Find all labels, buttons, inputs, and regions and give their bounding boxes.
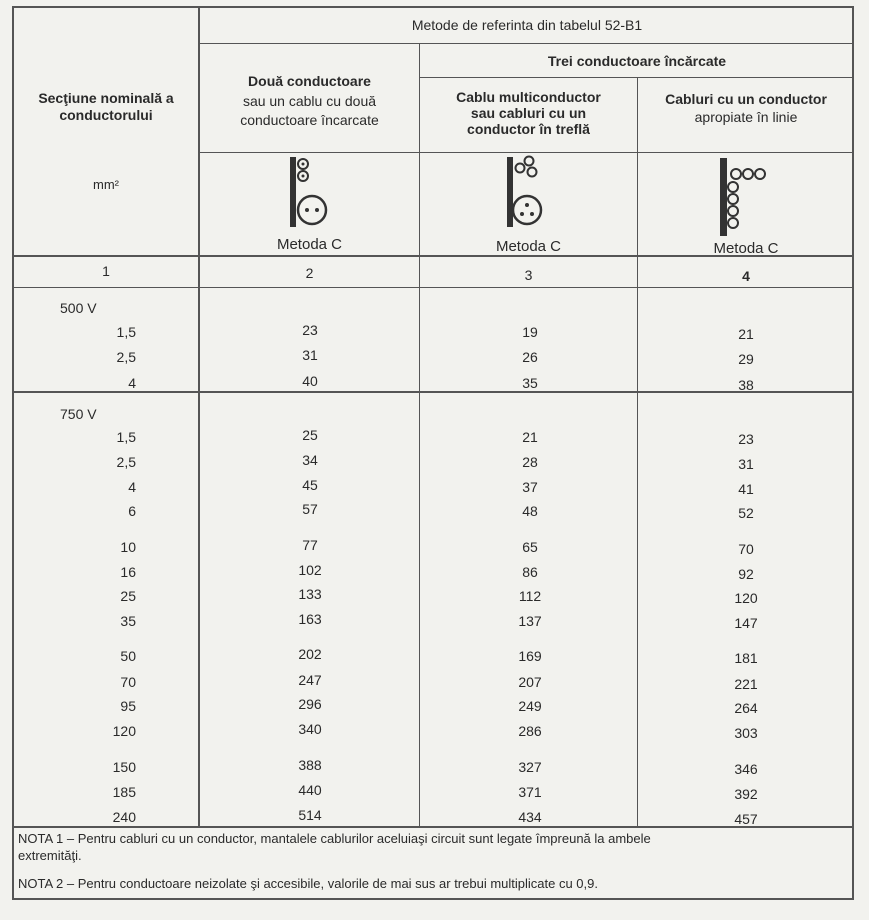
- section-cell: 4: [128, 375, 136, 391]
- section-cell: 95: [120, 698, 136, 714]
- col4-value-cell: 303: [734, 725, 758, 741]
- section-cell: 2,5: [116, 454, 136, 470]
- col4-value-cell: 221: [734, 676, 758, 692]
- col3-method: Metoda C: [495, 238, 562, 255]
- col4-value-cell: 70: [738, 541, 754, 557]
- col3-value-cell: 26: [522, 349, 538, 365]
- col4-title-line2: apropiate în linie: [694, 109, 798, 125]
- col3-value-cell: 169: [518, 648, 542, 664]
- section-cell: 2,5: [116, 349, 136, 365]
- col4-value-cell: 392: [734, 786, 758, 802]
- section-cell: 120: [112, 723, 136, 739]
- col2-value-cell: 23: [302, 322, 318, 338]
- col2-value-cell: 202: [298, 646, 322, 662]
- section-cell: 240: [112, 809, 136, 825]
- col3-value-cell: 137: [518, 613, 542, 629]
- single-core-cables-line-icon: [712, 156, 772, 238]
- col2-method: Metoda C: [276, 236, 343, 253]
- multiconductor-cable-icon: [497, 155, 557, 235]
- col2-value-cell: 514: [298, 807, 322, 823]
- col1-title-line2: conductorului: [59, 107, 153, 123]
- col2-value-cell: 34: [302, 452, 318, 468]
- col3-value-cell: 19: [522, 324, 538, 340]
- col2-value-cell: 31: [302, 347, 318, 363]
- col2-value-cell: 340: [298, 721, 322, 737]
- section-cell: 1,5: [116, 324, 136, 340]
- col2-value-cell: 133: [298, 586, 322, 602]
- col3-value-cell: 434: [518, 809, 542, 825]
- col4-value-cell: 21: [738, 326, 754, 342]
- col3-value-cell: 35: [522, 375, 538, 391]
- col3-value-cell: 112: [518, 588, 542, 604]
- section-cell: 185: [112, 784, 136, 800]
- note-1-line2: extremităţi.: [18, 848, 82, 863]
- colnum-3: 3: [524, 267, 533, 283]
- col3-value-cell: 48: [522, 503, 538, 519]
- hline-titles: [200, 152, 854, 153]
- colnum-1: 1: [102, 263, 110, 279]
- col4-value-cell: 23: [738, 431, 754, 447]
- hline-ref: [200, 43, 854, 44]
- col3-title-line2: sau cabluri cu un: [470, 105, 587, 121]
- col4-value-cell: 181: [734, 650, 758, 666]
- section-cell: 6: [128, 503, 136, 519]
- col2-value-cell: 77: [302, 537, 318, 553]
- col3-value-cell: 249: [518, 698, 542, 714]
- section-cell: 70: [120, 674, 136, 690]
- colnum-4: 4: [742, 268, 750, 284]
- col2-value-cell: 163: [298, 611, 322, 627]
- col2-title-line1: Două conductoare: [248, 73, 371, 89]
- col2-title-line3: conductoare încarcate: [240, 112, 379, 128]
- col-divider-3: [637, 78, 638, 826]
- col3-value-cell: 371: [518, 784, 542, 800]
- section-cell: 4: [128, 479, 136, 495]
- col3-value-cell: 37: [522, 479, 538, 495]
- col3-value-cell: 86: [522, 564, 538, 580]
- col4-value-cell: 120: [734, 590, 758, 606]
- col4-value-cell: 346: [734, 761, 758, 777]
- col-divider-1: [198, 6, 200, 826]
- hline-three: [420, 77, 854, 78]
- col2-value-cell: 25: [302, 427, 318, 443]
- section-cell: 50: [120, 648, 136, 664]
- section-cell: 10: [120, 539, 136, 555]
- col2-value-cell: 57: [302, 501, 318, 517]
- col3-value-cell: 286: [518, 723, 542, 739]
- col2-value-cell: 45: [302, 477, 318, 493]
- col4-method: Metoda C: [713, 240, 779, 257]
- section-cell: 25: [120, 588, 136, 604]
- col3-value-cell: 21: [522, 429, 538, 445]
- section-cell: 35: [120, 613, 136, 629]
- ref-methods-title: Metode de referinta din tabelul 52-B1: [411, 17, 643, 33]
- col2-title-line2: sau un cablu cu două: [242, 93, 377, 109]
- three-loaded-title: Trei conductoare încărcate: [547, 53, 727, 69]
- col4-title-line1: Cabluri cu un conductor: [665, 91, 827, 107]
- col2-value-cell: 296: [298, 696, 322, 712]
- note-1-line1: NOTA 1 – Pentru cabluri cu un conductor, mantalele cablurilor aceluiaşi circuit sunt legate împreună la ambele: [18, 831, 651, 846]
- col1-title-line1: Secţiune nominală a: [38, 90, 174, 106]
- col4-value-cell: 147: [734, 615, 758, 631]
- section-cell: 16: [120, 564, 136, 580]
- col1-unit: mm²: [93, 177, 119, 192]
- col2-value-cell: 247: [298, 672, 322, 688]
- col4-value-cell: 41: [738, 481, 754, 497]
- voltage-group-label: 750 V: [60, 406, 97, 422]
- hline-colnums: [12, 287, 854, 288]
- col2-value-cell: 440: [298, 782, 322, 798]
- col4-value-cell: 38: [738, 377, 754, 393]
- colnum-2: 2: [305, 265, 314, 281]
- col3-value-cell: 28: [522, 454, 538, 470]
- two-conductor-cable-icon: [280, 155, 340, 235]
- col4-value-cell: 92: [738, 566, 754, 582]
- col4-value-cell: 52: [738, 505, 754, 521]
- col4-value-cell: 264: [734, 700, 758, 716]
- col2-value-cell: 388: [298, 757, 322, 773]
- col3-title-line3: conductor în treflă: [467, 121, 590, 137]
- voltage-group-label: 500 V: [60, 300, 97, 316]
- col3-value-cell: 65: [522, 539, 538, 555]
- col3-value-cell: 207: [518, 674, 542, 690]
- col3-value-cell: 327: [518, 759, 542, 775]
- col4-value-cell: 457: [734, 811, 758, 827]
- section-cell: 1,5: [116, 429, 136, 445]
- col4-value-cell: 29: [738, 351, 754, 367]
- col4-value-cell: 31: [738, 456, 754, 472]
- section-cell: 150: [112, 759, 136, 775]
- note-2: NOTA 2 – Pentru conductoare neizolate şi accesibile, valorile de mai sus ar trebui multiplicate cu 0,9.: [18, 876, 598, 891]
- col2-value-cell: 40: [302, 373, 318, 389]
- col2-value-cell: 102: [298, 562, 322, 578]
- col-divider-2: [419, 44, 420, 826]
- col3-title-line1: Cablu multiconductor: [456, 89, 601, 105]
